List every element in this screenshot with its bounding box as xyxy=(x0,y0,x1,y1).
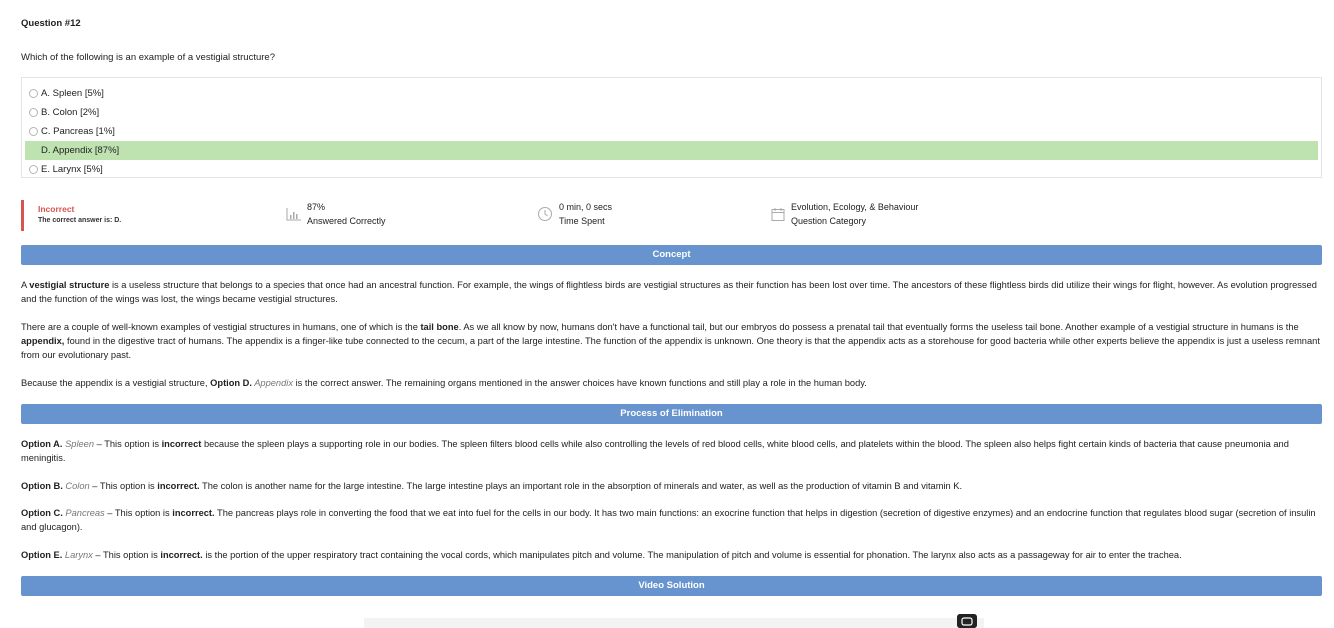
text: is a useless structure that belongs to a species that once had an ancestral function. For example, the wings of flightless birds are vestigial structures as their function has been lost over time. The ancestors of these flightless birds did utilize their wings for flight, however. As evolution progressed and the function of the wings was lost, the wings became vestigial structures. xyxy=(21,280,1317,304)
choice-label: E. Larynx [5%] xyxy=(41,163,103,175)
option-d-label: Option D. xyxy=(210,378,252,388)
question-category-stat xyxy=(791,200,918,228)
radio-button[interactable] xyxy=(29,127,38,136)
verdict: incorrect. xyxy=(160,550,203,560)
choice-label: A. Spleen [5%] xyxy=(41,87,104,99)
text: . As we all know by now, humans don't have a functional tail, but our embryos do possess a prenatal tail that eventually forms the useless tail bone. Another example of a vestigial structure in humans is the xyxy=(458,322,1299,332)
text: Because the appendix is a vestigial structure, xyxy=(21,378,211,388)
text: – This option is xyxy=(94,439,162,449)
concept-header: Concept xyxy=(21,245,1322,265)
time-value: 0 min, 0 secs xyxy=(559,202,613,212)
verdict: incorrect. xyxy=(172,508,215,518)
result-stats xyxy=(21,200,1322,231)
result-status xyxy=(21,200,121,231)
elimination-header: Process of Elimination xyxy=(21,404,1322,424)
term-vestigial-structure: vestigial structure xyxy=(29,280,110,290)
option-label: Option A. xyxy=(21,439,63,449)
text: is the portion of the upper respiratory tract containing the vocal cords, which manipulates pitch and volume. The manipulation of pitch and volume is essential for phonation. The larynx also acts as a passageway for air to enter the trachea. xyxy=(202,550,1182,560)
answered-pct: 87% xyxy=(307,202,326,212)
answer-choices xyxy=(21,77,1322,178)
option-d-name: Appendix xyxy=(251,378,293,388)
choice-label: D. Appendix [87%] xyxy=(41,144,120,156)
time-spent-stat xyxy=(559,200,612,228)
option-label: Option E. xyxy=(21,550,63,560)
text: There are a couple of well-known examples of vestigial structures in humans, one of which is the xyxy=(21,322,421,332)
clock-icon xyxy=(537,206,553,222)
verdict: incorrect. xyxy=(157,481,200,491)
elimination-option-c xyxy=(21,506,1321,534)
text: The colon is another name for the large intestine. The large intestine plays an important role in the absorption of minerals and water, as well as the production of vitamin B and vitamin K. xyxy=(199,481,963,491)
choice-d-correct[interactable] xyxy=(25,141,1318,160)
concept-paragraph-1 xyxy=(21,278,1321,306)
category-label: Question Category xyxy=(791,216,867,226)
video-icon[interactable] xyxy=(957,614,977,628)
time-label: Time Spent xyxy=(559,216,605,226)
result-label: Incorrect xyxy=(38,204,75,214)
question-text: Which of the following is an example of a vestigial structure? xyxy=(21,52,275,63)
option-name: Pancreas xyxy=(65,508,105,518)
calendar-icon xyxy=(770,206,786,222)
option-label: Option B. xyxy=(21,481,63,491)
elimination-option-a xyxy=(21,437,1321,465)
text: – This option is xyxy=(89,481,158,491)
choice-e[interactable] xyxy=(25,160,1318,179)
radio-button[interactable] xyxy=(29,165,38,174)
text: found in the digestive tract of humans. The appendix is a finger-like tube connected to the cecum, a part of the large intestine. The function of the appendix is unknown. One theory is that the appendix acts as a storehouse for good bacteria while other experts believe the appendix is just a useless remnant from our evolutionary past. xyxy=(21,336,1320,360)
option-label: Option C. xyxy=(21,508,63,518)
answered-correctly-stat xyxy=(307,200,386,228)
term-tail-bone: tail bone xyxy=(420,322,459,332)
radio-button[interactable] xyxy=(29,89,38,98)
video-solution-header: Video Solution xyxy=(21,576,1322,596)
bar-chart-icon xyxy=(286,206,302,222)
text: because the spleen plays a supporting role in our bodies. The spleen filters blood cells while also controlling the levels of red blood cells, white blood cells, and platelets within the blood. The spleen also helps fight certain kinds of bacteria that cause pneumonia and meningitis. xyxy=(21,439,1289,463)
elimination-option-b xyxy=(21,479,1321,493)
choice-c[interactable] xyxy=(25,122,1318,141)
video-player[interactable] xyxy=(364,618,984,628)
radio-button[interactable] xyxy=(29,108,38,117)
text: The pancreas plays role in converting the food that we eat into fuel for the cells in our body. It has two main functions: an exocrine function that helps in digestion (secretion of digestive enzymes) and an endocrine function that regulates blood sugar (secretion of insulin and glucagon). xyxy=(21,508,1316,532)
correct-answer-text: The correct answer is: D. xyxy=(38,217,122,224)
choice-b[interactable] xyxy=(25,103,1318,122)
question-number: Question #12 xyxy=(21,18,81,29)
option-name: Spleen xyxy=(65,439,95,449)
choice-label: B. Colon [2%] xyxy=(41,106,100,118)
term-appendix: appendix, xyxy=(21,336,65,346)
category-value: Evolution, Ecology, & Behaviour xyxy=(791,202,919,212)
choice-a[interactable] xyxy=(25,84,1318,103)
choice-label: C. Pancreas [1%] xyxy=(41,125,115,137)
option-name: Colon xyxy=(65,481,90,491)
text: – This option is xyxy=(104,508,173,518)
concept-paragraph-3 xyxy=(21,376,1321,390)
concept-paragraph-2 xyxy=(21,320,1321,362)
text: A xyxy=(21,280,30,290)
text: is the correct answer. The remaining organs mentioned in the answer choices have known functions and still play a role in the human body. xyxy=(293,378,867,388)
elimination-option-e xyxy=(21,548,1321,562)
text: – This option is xyxy=(92,550,161,560)
verdict: incorrect xyxy=(161,439,202,449)
option-name: Larynx xyxy=(64,550,93,560)
answered-label: Answered Correctly xyxy=(307,216,386,226)
